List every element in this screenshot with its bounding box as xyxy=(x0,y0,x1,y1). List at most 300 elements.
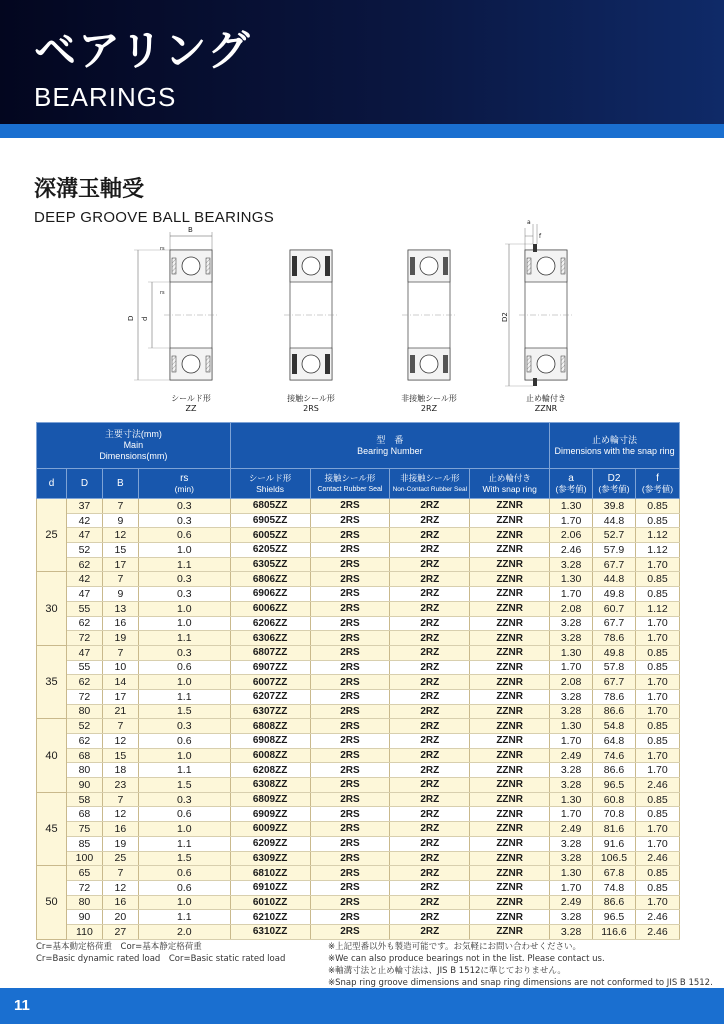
table-cell: 17 xyxy=(102,557,138,572)
table-cell: ZZNR xyxy=(470,792,550,807)
table-cell: 2RS xyxy=(310,748,390,763)
table-cell: 2RS xyxy=(310,704,390,719)
table-cell: 2RZ xyxy=(390,499,470,514)
table-row xyxy=(37,778,680,793)
table-cell: ZZNR xyxy=(470,513,550,528)
table-cell: 6210ZZ xyxy=(230,910,310,925)
table-cell: 1.70 xyxy=(550,587,593,602)
table-cell: 0.85 xyxy=(635,866,679,881)
table-cell: 6209ZZ xyxy=(230,836,310,851)
table-cell: 2RZ xyxy=(390,778,470,793)
table-cell: 0.85 xyxy=(635,499,679,514)
table-cell: 2RS xyxy=(310,924,390,939)
table-cell: 65 xyxy=(66,866,102,881)
table-cell: 0.85 xyxy=(635,792,679,807)
table-cell: 90 xyxy=(66,910,102,925)
table-cell: 6206ZZ xyxy=(230,616,310,631)
table-cell: 2RS xyxy=(310,866,390,881)
table-cell: 52 xyxy=(66,719,102,734)
table-row xyxy=(37,719,680,734)
table-cell: 15 xyxy=(102,543,138,558)
cell-d: 50 xyxy=(37,866,67,939)
table-cell: 2RS xyxy=(310,675,390,690)
table-row xyxy=(37,763,680,778)
table-cell: 2RS xyxy=(310,851,390,866)
col-D2: D2 (参考値) xyxy=(593,469,636,499)
table-cell: 6808ZZ xyxy=(230,719,310,734)
col-rs: rs (min) xyxy=(138,469,230,499)
table-cell: 1.1 xyxy=(138,910,230,925)
table-row xyxy=(37,748,680,763)
table-cell: ZZNR xyxy=(470,924,550,939)
table-cell: 67.8 xyxy=(593,866,636,881)
table-cell: 6809ZZ xyxy=(230,792,310,807)
cell-d: 25 xyxy=(37,499,67,572)
table-cell: 1.5 xyxy=(138,851,230,866)
col-d: d xyxy=(37,469,67,499)
col-D: D xyxy=(66,469,102,499)
table-cell: 96.5 xyxy=(593,910,636,925)
table-cell: 2RZ xyxy=(390,587,470,602)
page-number: 11 xyxy=(14,997,30,1014)
table-cell: 2.08 xyxy=(550,601,593,616)
table-row xyxy=(37,689,680,704)
table-cell: 14 xyxy=(102,675,138,690)
table-cell: 0.3 xyxy=(138,792,230,807)
table-cell: 86.6 xyxy=(593,704,636,719)
table-row xyxy=(37,807,680,822)
table-row xyxy=(37,792,680,807)
diagram-label-2rz: 非接触シール形 2RZ xyxy=(401,394,457,413)
table-cell: 1.70 xyxy=(635,763,679,778)
table-cell: 2RZ xyxy=(390,924,470,939)
table-cell: 74.6 xyxy=(593,748,636,763)
table-cell: 86.6 xyxy=(593,895,636,910)
table-cell: ZZNR xyxy=(470,572,550,587)
table-cell: 1.1 xyxy=(138,631,230,646)
table-cell: 2RS xyxy=(310,910,390,925)
table-cell: 10 xyxy=(102,660,138,675)
table-cell: 60.8 xyxy=(593,792,636,807)
table-cell: 6305ZZ xyxy=(230,557,310,572)
table-cell: 1.70 xyxy=(550,734,593,749)
table-cell: 1.0 xyxy=(138,748,230,763)
table-cell: ZZNR xyxy=(470,601,550,616)
table-cell: 2RS xyxy=(310,807,390,822)
table-cell: 1.70 xyxy=(635,895,679,910)
table-cell: ZZNR xyxy=(470,763,550,778)
table-cell: 0.3 xyxy=(138,513,230,528)
table-cell: 72 xyxy=(66,689,102,704)
table-cell: 80 xyxy=(66,895,102,910)
table-cell: 0.6 xyxy=(138,528,230,543)
table-cell: 70.8 xyxy=(593,807,636,822)
table-cell: 0.6 xyxy=(138,660,230,675)
table-cell: 0.3 xyxy=(138,572,230,587)
table-row xyxy=(37,543,680,558)
table-cell: 16 xyxy=(102,895,138,910)
table-cell: 1.12 xyxy=(635,528,679,543)
table-cell: 20 xyxy=(102,910,138,925)
table-cell: 2RS xyxy=(310,616,390,631)
table-cell: ZZNR xyxy=(470,499,550,514)
table-cell: 18 xyxy=(102,763,138,778)
table-cell: 2RZ xyxy=(390,513,470,528)
table-cell: 55 xyxy=(66,601,102,616)
table-cell: 0.3 xyxy=(138,587,230,602)
table-row xyxy=(37,631,680,646)
table-cell: ZZNR xyxy=(470,675,550,690)
table-cell: 3.28 xyxy=(550,910,593,925)
table-cell: 2RZ xyxy=(390,689,470,704)
table-row xyxy=(37,734,680,749)
table-cell: 2RZ xyxy=(390,763,470,778)
table-cell: ZZNR xyxy=(470,866,550,881)
col-2rs: 接触シール形 Contact Rubber Seal xyxy=(310,469,390,499)
table-cell: 2RZ xyxy=(390,895,470,910)
table-cell: 2RZ xyxy=(390,616,470,631)
diagram-label-zznr: 止め輪付き ZZNR xyxy=(526,394,566,413)
table-row xyxy=(37,616,680,631)
cell-d: 30 xyxy=(37,572,67,645)
dim-rs2: rs xyxy=(160,290,165,296)
header-accent-band xyxy=(0,124,724,138)
table-cell: 1.70 xyxy=(635,631,679,646)
table-cell: 57.9 xyxy=(593,543,636,558)
diagram-label-zz: シールド形 ZZ xyxy=(171,394,211,413)
table-cell: ZZNR xyxy=(470,734,550,749)
table-row xyxy=(37,910,680,925)
table-row xyxy=(37,866,680,881)
table-cell: 0.85 xyxy=(635,719,679,734)
table-cell: 0.85 xyxy=(635,572,679,587)
table-cell: 1.30 xyxy=(550,866,593,881)
table-cell: 23 xyxy=(102,778,138,793)
table-cell: 2.49 xyxy=(550,895,593,910)
table-cell: 6910ZZ xyxy=(230,880,310,895)
table-cell: 7 xyxy=(102,499,138,514)
table-cell: ZZNR xyxy=(470,543,550,558)
table-cell: 2RS xyxy=(310,689,390,704)
table-row xyxy=(37,704,680,719)
table-cell: ZZNR xyxy=(470,704,550,719)
table-row xyxy=(37,601,680,616)
table-cell: ZZNR xyxy=(470,587,550,602)
table-cell: 2RS xyxy=(310,513,390,528)
table-cell: 2RS xyxy=(310,660,390,675)
table-cell: 2RZ xyxy=(390,836,470,851)
table-cell: 6309ZZ xyxy=(230,851,310,866)
table-cell: 42 xyxy=(66,572,102,587)
header-title-jp: ベアリング xyxy=(34,26,252,75)
table-cell: 1.12 xyxy=(635,601,679,616)
table-cell: 47 xyxy=(66,528,102,543)
table-cell: 6009ZZ xyxy=(230,822,310,837)
bearing-diagrams-svg xyxy=(120,218,580,418)
table-cell: ZZNR xyxy=(470,616,550,631)
table-cell: 2RS xyxy=(310,631,390,646)
table-cell: 2RS xyxy=(310,734,390,749)
table-cell: 1.70 xyxy=(635,616,679,631)
diagram-label-2rs: 接触シール形 2RS xyxy=(287,394,335,413)
table-cell: ZZNR xyxy=(470,748,550,763)
table-cell: 3.28 xyxy=(550,763,593,778)
table-row xyxy=(37,895,680,910)
table-row xyxy=(37,557,680,572)
table-cell: 44.8 xyxy=(593,572,636,587)
table-cell: 3.28 xyxy=(550,851,593,866)
table-cell: 3.28 xyxy=(550,778,593,793)
table-cell: 6007ZZ xyxy=(230,675,310,690)
table-cell: 2RZ xyxy=(390,807,470,822)
table-cell: 1.0 xyxy=(138,822,230,837)
table-cell: 2RZ xyxy=(390,704,470,719)
table-cell: 3.28 xyxy=(550,631,593,646)
table-cell: 7 xyxy=(102,645,138,660)
table-cell: ZZNR xyxy=(470,557,550,572)
table-cell: 6010ZZ xyxy=(230,895,310,910)
table-cell: 2RS xyxy=(310,557,390,572)
table-cell: 3.28 xyxy=(550,557,593,572)
table-cell: 2RZ xyxy=(390,734,470,749)
table-cell: 6310ZZ xyxy=(230,924,310,939)
col-B: B xyxy=(102,469,138,499)
table-cell: 2.46 xyxy=(635,910,679,925)
table-cell: 57.8 xyxy=(593,660,636,675)
notes-right: ※上記型番以外も製造可能です。お気軽にお問い合わせください。 ※We can also produce bearings not in the list. Please contact us. ※軸溝寸法と止め輪寸法は、JIS B 1512に準じておりません。 ※Snap ring groove dimensions and snap ring dimensions are not conformed to JIS B 1512. xyxy=(328,942,713,988)
table-cell: 21 xyxy=(102,704,138,719)
table-cell: 12 xyxy=(102,734,138,749)
table-cell: 2RS xyxy=(310,572,390,587)
table-cell: 2RZ xyxy=(390,719,470,734)
table-row xyxy=(37,587,680,602)
table-cell: 2RZ xyxy=(390,557,470,572)
col-f: f (参考値) xyxy=(635,469,679,499)
table-cell: 19 xyxy=(102,631,138,646)
page-header xyxy=(0,0,724,124)
table-cell: 1.70 xyxy=(635,748,679,763)
table-cell: 6008ZZ xyxy=(230,748,310,763)
table-row xyxy=(37,880,680,895)
table-cell: 7 xyxy=(102,792,138,807)
table-cell: ZZNR xyxy=(470,851,550,866)
table-cell: 52.7 xyxy=(593,528,636,543)
table-cell: 1.0 xyxy=(138,675,230,690)
table-cell: 6006ZZ xyxy=(230,601,310,616)
table-cell: 2RZ xyxy=(390,601,470,616)
table-cell: 49.8 xyxy=(593,645,636,660)
table-cell: 2RS xyxy=(310,528,390,543)
table-cell: 17 xyxy=(102,689,138,704)
table-cell: 78.6 xyxy=(593,689,636,704)
table-cell: 9 xyxy=(102,587,138,602)
table-cell: 6308ZZ xyxy=(230,778,310,793)
table-cell: 62 xyxy=(66,557,102,572)
table-cell: 52 xyxy=(66,543,102,558)
table-cell: 67.7 xyxy=(593,616,636,631)
table-cell: 25 xyxy=(102,851,138,866)
table-cell: 96.5 xyxy=(593,778,636,793)
table-cell: 0.6 xyxy=(138,734,230,749)
table-cell: 3.28 xyxy=(550,704,593,719)
table-cell: ZZNR xyxy=(470,778,550,793)
table-cell: ZZNR xyxy=(470,880,550,895)
diagram-zz xyxy=(127,226,218,380)
table-cell: ZZNR xyxy=(470,645,550,660)
table-cell: 7 xyxy=(102,866,138,881)
table-cell: 2RZ xyxy=(390,631,470,646)
table-cell: 2RZ xyxy=(390,543,470,558)
table-cell: 2RZ xyxy=(390,572,470,587)
page-footer xyxy=(0,988,724,1024)
table-cell: 55 xyxy=(66,660,102,675)
table-cell: 47 xyxy=(66,587,102,602)
table-cell: 0.85 xyxy=(635,587,679,602)
table-cell: 91.6 xyxy=(593,836,636,851)
table-cell: 6208ZZ xyxy=(230,763,310,778)
table-cell: 2.08 xyxy=(550,675,593,690)
table-cell: 2RS xyxy=(310,836,390,851)
dim-B: B xyxy=(188,226,193,234)
table-cell: 2RZ xyxy=(390,851,470,866)
table-cell: 2RS xyxy=(310,880,390,895)
table-cell: 85 xyxy=(66,836,102,851)
diagram-zznr xyxy=(501,219,573,386)
table-cell: ZZNR xyxy=(470,528,550,543)
table-cell: 1.70 xyxy=(635,704,679,719)
table-cell: 0.85 xyxy=(635,513,679,528)
table-cell: 78.6 xyxy=(593,631,636,646)
table-cell: 0.85 xyxy=(635,807,679,822)
table-cell: 2RZ xyxy=(390,866,470,881)
table-cell: 7 xyxy=(102,719,138,734)
table-cell: ZZNR xyxy=(470,822,550,837)
table-cell: 1.70 xyxy=(635,675,679,690)
table-cell: 68 xyxy=(66,748,102,763)
table-cell: 6908ZZ xyxy=(230,734,310,749)
dim-d: d xyxy=(141,316,149,321)
table-cell: 6806ZZ xyxy=(230,572,310,587)
table-cell: 67.7 xyxy=(593,675,636,690)
table-cell: 6905ZZ xyxy=(230,513,310,528)
table-cell: 116.6 xyxy=(593,924,636,939)
table-cell: 3.28 xyxy=(550,689,593,704)
table-cell: 2RS xyxy=(310,719,390,734)
bearing-spec-table xyxy=(36,422,680,940)
table-cell: 1.0 xyxy=(138,601,230,616)
table-cell: 1.1 xyxy=(138,689,230,704)
table-cell: 1.30 xyxy=(550,719,593,734)
table-row xyxy=(37,836,680,851)
table-cell: 6805ZZ xyxy=(230,499,310,514)
dim-f: f xyxy=(539,233,542,240)
table-cell: 1.70 xyxy=(635,822,679,837)
table-row xyxy=(37,572,680,587)
table-cell: 2RZ xyxy=(390,645,470,660)
table-cell: ZZNR xyxy=(470,660,550,675)
table-cell: 39.8 xyxy=(593,499,636,514)
table-cell: 6306ZZ xyxy=(230,631,310,646)
table-cell: 74.8 xyxy=(593,880,636,895)
table-cell: 0.85 xyxy=(635,645,679,660)
table-row xyxy=(37,499,680,514)
table-cell: 86.6 xyxy=(593,763,636,778)
table-cell: 1.1 xyxy=(138,763,230,778)
table-cell: 1.70 xyxy=(550,807,593,822)
table-cell: 6307ZZ xyxy=(230,704,310,719)
table-cell: 81.6 xyxy=(593,822,636,837)
section-title-jp: 深溝玉軸受 xyxy=(34,177,145,202)
table-cell: 1.30 xyxy=(550,792,593,807)
table-cell: 3.28 xyxy=(550,924,593,939)
table-cell: 2.06 xyxy=(550,528,593,543)
table-cell: 110 xyxy=(66,924,102,939)
table-cell: 15 xyxy=(102,748,138,763)
table-cell: 1.1 xyxy=(138,836,230,851)
table-cell: ZZNR xyxy=(470,689,550,704)
table-cell: 13 xyxy=(102,601,138,616)
table-cell: 16 xyxy=(102,822,138,837)
table-cell: 1.0 xyxy=(138,543,230,558)
table-cell: 2RS xyxy=(310,895,390,910)
table-row xyxy=(37,645,680,660)
table-cell: 1.70 xyxy=(550,880,593,895)
table-cell: 6909ZZ xyxy=(230,807,310,822)
table-cell: 2RS xyxy=(310,601,390,616)
table-cell: 75 xyxy=(66,822,102,837)
header-main-dimensions: 主要寸法(mm) Main Dimensions(mm) xyxy=(37,423,231,469)
table-cell: 58 xyxy=(66,792,102,807)
table-cell: 2RZ xyxy=(390,910,470,925)
table-cell: 42 xyxy=(66,513,102,528)
table-cell: ZZNR xyxy=(470,895,550,910)
col-zznr: 止め輪付き With snap ring xyxy=(470,469,550,499)
table-cell: 44.8 xyxy=(593,513,636,528)
table-cell: 2RZ xyxy=(390,792,470,807)
bearing-diagrams xyxy=(120,218,580,418)
section-title-en: DEEP GROOVE BALL BEARINGS xyxy=(34,209,275,226)
table-cell: 3.28 xyxy=(550,616,593,631)
table-cell: 6810ZZ xyxy=(230,866,310,881)
table-cell: 6906ZZ xyxy=(230,587,310,602)
table-cell: 2RS xyxy=(310,587,390,602)
table-cell: 0.6 xyxy=(138,880,230,895)
table-cell: 6205ZZ xyxy=(230,543,310,558)
table-cell: 100 xyxy=(66,851,102,866)
table-cell: 3.28 xyxy=(550,836,593,851)
table-cell: 2.49 xyxy=(550,822,593,837)
header-title-en: BEARINGS xyxy=(34,82,177,112)
table-cell: ZZNR xyxy=(470,631,550,646)
table-row xyxy=(37,660,680,675)
table-cell: 1.12 xyxy=(635,543,679,558)
table-cell: 2RS xyxy=(310,763,390,778)
table-cell: 2RS xyxy=(310,645,390,660)
table-cell: 0.3 xyxy=(138,719,230,734)
table-cell: 2.46 xyxy=(550,543,593,558)
table-cell: 2RS xyxy=(310,778,390,793)
table-cell: 1.0 xyxy=(138,616,230,631)
table-cell: 106.5 xyxy=(593,851,636,866)
table-cell: 6807ZZ xyxy=(230,645,310,660)
dim-D2: D2 xyxy=(501,312,509,322)
col-2rz: 非接触シール形 Non-Contact Rubber Seal xyxy=(390,469,470,499)
col-a: a (参考値) xyxy=(550,469,593,499)
table-cell: ZZNR xyxy=(470,807,550,822)
table-cell: 1.0 xyxy=(138,895,230,910)
table-cell: 0.85 xyxy=(635,734,679,749)
cell-d: 35 xyxy=(37,645,67,718)
